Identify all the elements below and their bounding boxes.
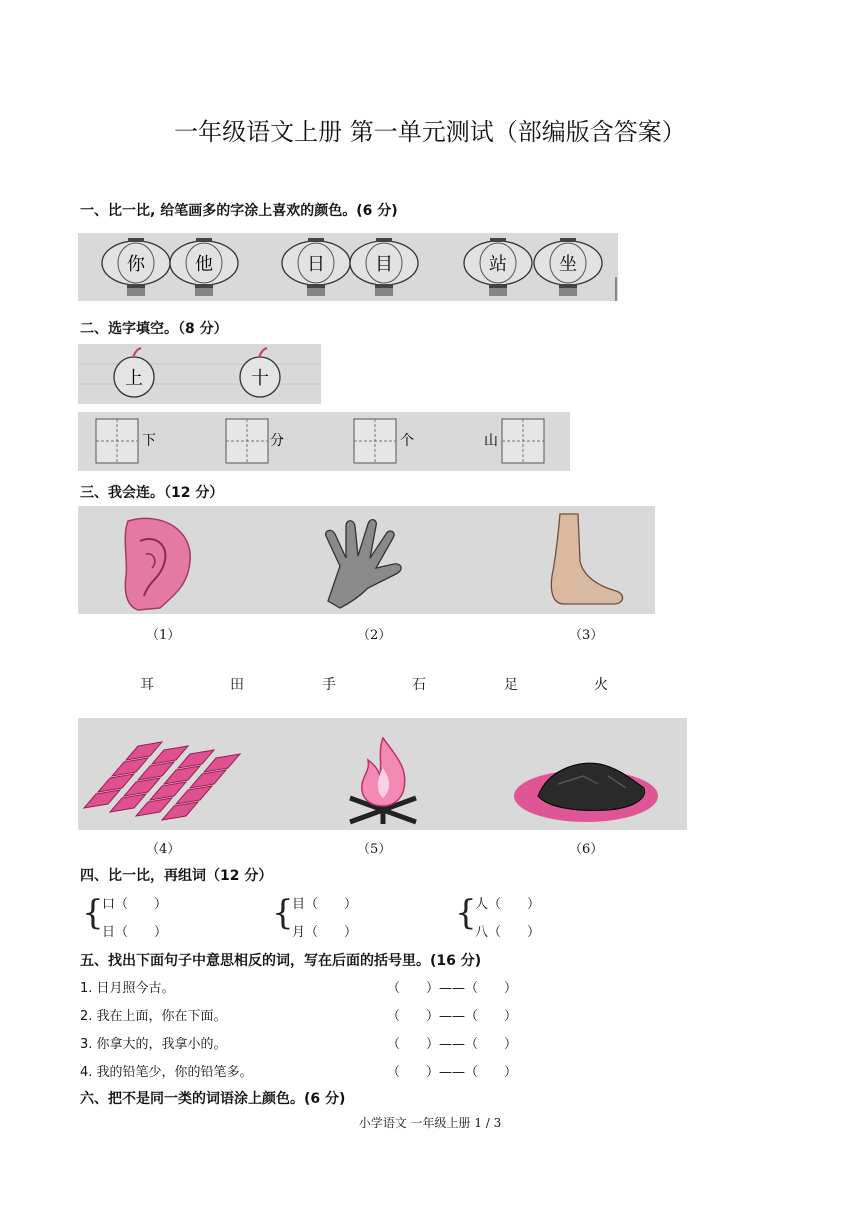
lantern-icon[interactable] bbox=[102, 238, 170, 296]
hand-icon bbox=[326, 520, 401, 608]
group-word-blank[interactable]: 八（ ） bbox=[475, 925, 541, 940]
match-word[interactable]: 石 bbox=[412, 677, 426, 693]
writing-box[interactable] bbox=[502, 419, 544, 463]
stone-icon bbox=[514, 763, 658, 822]
sentence-text: 4. 我的铅笔少，你的铅笔多。 bbox=[80, 1065, 253, 1080]
picture-label: （3） bbox=[569, 628, 604, 643]
box-char: 下 bbox=[142, 433, 156, 449]
picture-label: （6） bbox=[569, 842, 604, 857]
antonym-blank[interactable]: （ ）——（ ） bbox=[387, 1065, 518, 1080]
field-tile bbox=[98, 774, 134, 792]
field-tile bbox=[178, 750, 214, 768]
picture-label: （4） bbox=[146, 842, 181, 857]
apple-char: 十 bbox=[251, 368, 269, 389]
match-word[interactable]: 田 bbox=[230, 677, 244, 693]
group-word-blank[interactable]: 月（ ） bbox=[292, 925, 358, 940]
field-tile bbox=[126, 742, 162, 760]
group-word-blank[interactable]: 目（ ） bbox=[292, 897, 358, 912]
section-1-heading: 一、比一比, 给笔画多的字涂上喜欢的颜色。(6 分) bbox=[80, 203, 398, 219]
match-word[interactable]: 火 bbox=[594, 677, 608, 693]
field-tile bbox=[190, 770, 226, 788]
writing-box[interactable] bbox=[354, 419, 396, 463]
fill-box-photo bbox=[78, 412, 570, 471]
sentence-text: 1. 日月照今古。 bbox=[80, 981, 175, 996]
body-parts-photo bbox=[78, 506, 655, 614]
section-4-heading: 四、比一比，再组词（12 分） bbox=[80, 868, 273, 884]
group-word-blank[interactable]: 日（ ） bbox=[102, 925, 168, 940]
lantern-icon[interactable] bbox=[282, 238, 350, 296]
field-icon bbox=[84, 742, 240, 820]
box-char: 分 bbox=[270, 433, 284, 449]
brace-icon: { bbox=[455, 893, 477, 933]
lantern-char: 目 bbox=[375, 254, 393, 275]
lantern-icon[interactable] bbox=[350, 238, 418, 296]
section-6-heading: 六、把不是同一类的词语涂上颜色。(6 分) bbox=[80, 1091, 346, 1107]
lantern-icon[interactable] bbox=[534, 238, 602, 296]
objects-photo bbox=[78, 718, 687, 830]
field-tile bbox=[136, 798, 172, 816]
picture-label: （5） bbox=[357, 842, 392, 857]
box-char: 个 bbox=[400, 433, 414, 449]
antonym-blank[interactable]: （ ）——（ ） bbox=[387, 981, 518, 996]
apple-photo bbox=[78, 344, 321, 404]
lantern-char: 站 bbox=[489, 254, 507, 275]
match-word[interactable]: 手 bbox=[322, 677, 336, 693]
field-tile bbox=[124, 778, 160, 796]
foot-icon bbox=[551, 514, 622, 604]
section-5-heading: 五、找出下面句子中意思相反的词，写在后面的括号里。(16 分) bbox=[80, 953, 482, 969]
field-tile bbox=[150, 782, 186, 800]
match-word[interactable]: 耳 bbox=[140, 677, 154, 693]
antonym-blank[interactable]: （ ）——（ ） bbox=[387, 1009, 518, 1024]
field-tile bbox=[164, 766, 200, 784]
field-tile bbox=[84, 790, 120, 808]
group-word-blank[interactable]: 人（ ） bbox=[475, 897, 541, 912]
page-footer: 小学语文 一年级上册 1 / 3 bbox=[358, 1116, 502, 1130]
brace-icon: { bbox=[272, 893, 294, 933]
lantern-icon[interactable] bbox=[170, 238, 238, 296]
section-3-heading: 三、我会连。（12 分） bbox=[80, 485, 224, 501]
lantern-char: 坐 bbox=[559, 254, 577, 275]
field-tile bbox=[138, 762, 174, 780]
section-2-heading: 二、选字填空。（8 分） bbox=[80, 321, 228, 337]
ear-icon bbox=[125, 518, 190, 610]
lantern-icon[interactable] bbox=[464, 238, 532, 296]
match-word[interactable]: 足 bbox=[504, 677, 518, 693]
writing-box[interactable] bbox=[226, 419, 268, 463]
lantern-char: 他 bbox=[195, 254, 213, 275]
lantern-photo bbox=[78, 233, 618, 301]
box-char: 山 bbox=[484, 433, 498, 449]
sentence-text: 3. 你拿大的，我拿小的。 bbox=[80, 1037, 227, 1052]
sentence-text: 2. 我在上面，你在下面。 bbox=[80, 1009, 227, 1024]
field-tile bbox=[152, 746, 188, 764]
apple-illustration bbox=[78, 344, 321, 404]
picture-label: （1） bbox=[146, 628, 181, 643]
field-tile bbox=[162, 802, 198, 820]
picture-label: （2） bbox=[357, 628, 392, 643]
field-tile bbox=[176, 786, 212, 804]
writing-box[interactable] bbox=[96, 419, 138, 463]
brace-icon: { bbox=[82, 893, 104, 933]
field-tile bbox=[112, 758, 148, 776]
apple-char: 上 bbox=[125, 368, 143, 389]
fill-box-row bbox=[78, 412, 570, 471]
lantern-illustration bbox=[78, 233, 618, 301]
fire-icon bbox=[350, 738, 416, 824]
page-title: 一年级语文上册 第一单元测试（部编版含答案） bbox=[174, 118, 686, 146]
field-tile bbox=[110, 794, 146, 812]
lantern-char: 你 bbox=[127, 254, 145, 275]
lantern-char: 日 bbox=[307, 254, 325, 275]
body-parts-illustration bbox=[78, 506, 655, 614]
group-word-blank[interactable]: 口（ ） bbox=[102, 897, 168, 912]
antonym-blank[interactable]: （ ）——（ ） bbox=[387, 1037, 518, 1052]
objects-illustration bbox=[78, 718, 687, 830]
field-tile bbox=[204, 754, 240, 772]
